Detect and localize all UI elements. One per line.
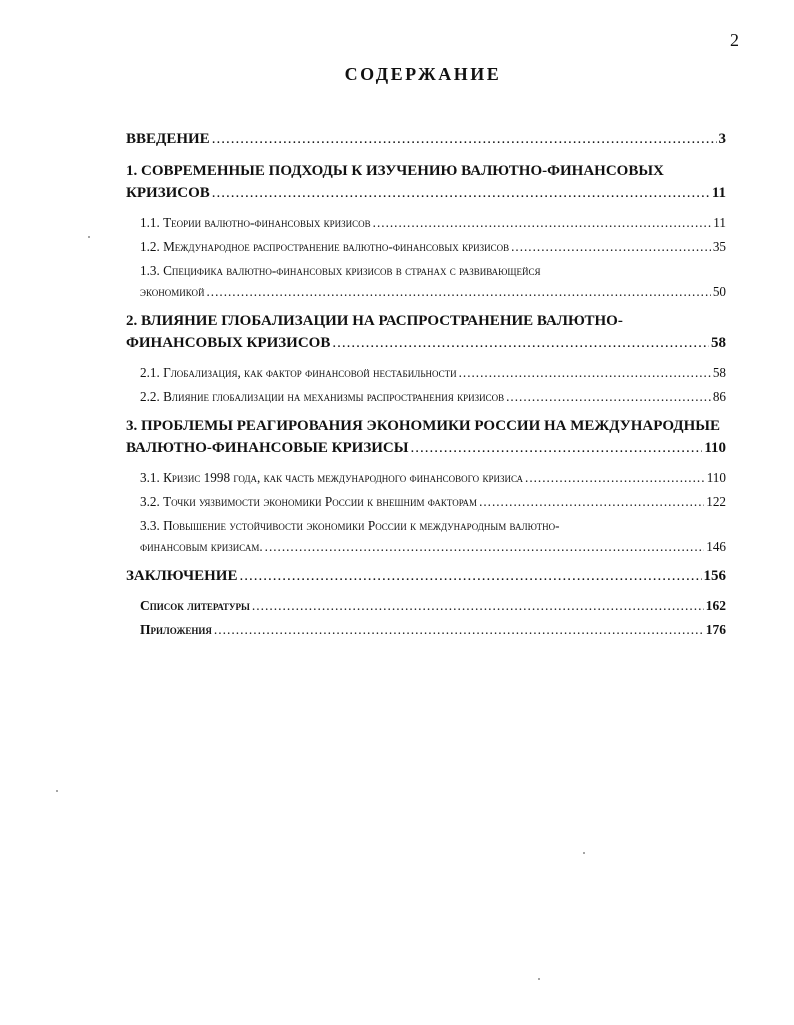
toc-entry-section-2-1[interactable] [126, 362, 726, 383]
toc-entry-appendix[interactable] [126, 619, 726, 640]
toc-page-number: 162 [705, 598, 726, 613]
toc-page-number: 3 [718, 131, 726, 147]
toc-entry-title-line1: 2. ВЛИЯНИЕ ГЛОБАЛИЗАЦИИ НА РАСПРОСТРАНЕНИЕ ВАЛЮТНО- [126, 313, 623, 329]
dot-leader [265, 536, 705, 557]
toc-entry-section-2-2[interactable] [126, 386, 726, 407]
toc-page-number: 146 [706, 539, 726, 554]
toc-entry-section-1-3[interactable] [126, 260, 726, 302]
toc-entry-title-line1: 1. СОВРЕМЕННЫЕ ПОДХОДЫ К ИЗУЧЕНИЮ ВАЛЮТНО-ФИНАНСОВЫХ [126, 163, 664, 179]
dot-leader [373, 212, 712, 233]
toc-entry-section-3-2[interactable] [126, 491, 726, 512]
toc-entry-bibliography[interactable] [126, 595, 726, 616]
toc-entry-title: ВВЕДЕНИЕ [126, 131, 210, 147]
toc-entry-title: Приложения [140, 622, 212, 637]
toc-entry-conclusion[interactable] [126, 565, 726, 587]
dot-leader [511, 236, 711, 257]
toc-entry-title: Список литературы [140, 598, 250, 613]
dot-leader [212, 182, 710, 204]
toc-entry-title: 2.2. Влияние глобализации на механизмы распространения кризисов [140, 389, 505, 404]
toc-entry-title: ЗАКЛЮЧЕНИЕ [126, 568, 238, 584]
toc-entry-section-1-2[interactable] [126, 236, 726, 257]
toc-page-number: 50 [712, 284, 726, 299]
dot-leader [410, 437, 702, 459]
toc-page-number: 35 [712, 239, 726, 254]
toc-entry-title: 1.2. Международное распространение валютно-финансовых кризисов [140, 239, 510, 254]
toc-entry-section-3-3[interactable] [126, 515, 726, 557]
toc-page-number: 176 [705, 622, 726, 637]
dot-leader [506, 386, 711, 407]
toc-entry-title-line1: 3.3. Повышение устойчивости экономики России к международным валютно- [140, 518, 560, 533]
scan-speck [538, 978, 540, 980]
dot-leader [459, 362, 711, 383]
toc-page-number: 58 [711, 335, 726, 351]
toc-page-number: 11 [713, 215, 726, 230]
toc-page-number: 58 [712, 365, 726, 380]
page-title: СОДЕРЖАНИЕ [344, 64, 502, 84]
toc-page-number: 156 [703, 568, 726, 584]
toc-entry-title: 3.1. Кризис 1998 года, как часть международного финансового кризиса [140, 470, 524, 485]
dot-leader [239, 565, 701, 587]
toc-entry-chapter-2[interactable] [126, 310, 726, 354]
dot-leader [207, 281, 711, 302]
toc-page-number: 11 [711, 185, 726, 201]
toc-entry-chapter-1[interactable] [126, 160, 726, 204]
toc-page-number: 110 [706, 470, 726, 485]
toc-entry-chapter-3[interactable] [126, 415, 726, 459]
toc-page-number: 86 [712, 389, 726, 404]
toc-page-number: 110 [704, 440, 726, 456]
dot-leader [332, 332, 709, 354]
table-of-contents [126, 128, 726, 643]
toc-entry-title-line2: ФИНАНСОВЫХ КРИЗИСОВ [126, 335, 331, 351]
toc-entry-title-line2: ВАЛЮТНО-ФИНАНСОВЫЕ КРИЗИСЫ [126, 440, 409, 456]
dot-leader [214, 619, 704, 640]
toc-entry-title-line2: финансовым кризисам. [140, 539, 263, 554]
toc-entry-introduction[interactable] [126, 128, 726, 150]
toc-entry-section-1-1[interactable] [126, 212, 726, 233]
toc-entry-title: 1.1. Теории валютно-финансовых кризисов [140, 215, 371, 230]
toc-entry-title: 2.1. Глобализация, как фактор финансовой нестабильности [140, 365, 457, 380]
dot-leader [212, 128, 717, 150]
toc-entry-title-line1: 3. ПРОБЛЕМЫ РЕАГИРОВАНИЯ ЭКОНОМИКИ РОССИИ НА МЕЖДУНАРОДНЫЕ [126, 418, 720, 434]
toc-entry-title-line2: экономикой [140, 284, 205, 299]
scan-speck [88, 236, 90, 238]
page-number: 2 [730, 30, 739, 50]
dot-leader [252, 595, 704, 616]
dot-leader [479, 491, 704, 512]
toc-entry-title-line1: 1.3. Специфика валютно-финансовых кризисов в странах с развивающейся [140, 263, 541, 278]
toc-page-number: 122 [706, 494, 726, 509]
dot-leader [525, 467, 705, 488]
scan-speck [56, 790, 58, 792]
scan-speck [583, 852, 585, 854]
toc-entry-title: 3.2. Точки уязвимости экономики России к внешним факторам [140, 494, 478, 509]
toc-entry-section-3-1[interactable] [126, 467, 726, 488]
toc-entry-title-line2: КРИЗИСОВ [126, 185, 210, 201]
